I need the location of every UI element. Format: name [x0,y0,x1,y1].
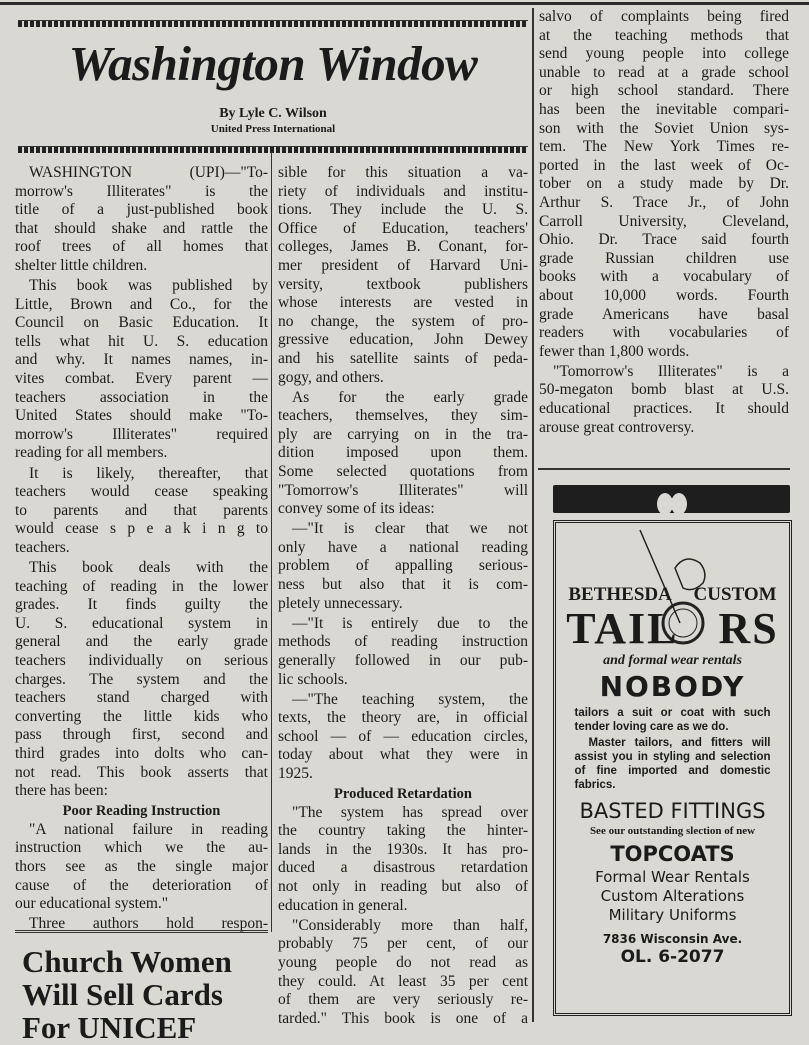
text-line: grade Americans have basal [539,305,789,323]
text-line: "The system has spread over [292,803,528,821]
text-line: converting the little kids who [15,707,268,725]
text-line: 1925. [278,765,313,782]
text-line: no change, the system of pro- [278,312,528,330]
text-line: Arthur S. Trace Jr., of John [539,193,789,211]
text-line: lands in the 1930s. It has pro- [278,840,528,858]
text-line: convey some of its ideas: [278,500,435,518]
text-line: school — of — education circles, [278,727,528,745]
text-line: —"The teaching system, the [292,690,528,708]
text-line: probably 75 per cent, of our [278,935,528,953]
byline: By Lyle C. Wilson [219,106,327,121]
text-line: or high school standard. There [539,82,789,100]
text-line: and his satellite saints of peda- [278,349,528,367]
headline-line-3: For UNICEF [22,1010,197,1045]
paragraph [15,164,268,276]
text-line: reading for all members. [15,444,168,462]
text-line: about 10,000 words. Fourth [539,286,789,304]
subheading: Produced Retardation [334,786,472,803]
subheading: Poor Reading Instruction [62,803,221,820]
text-line: to parents and that parents [15,501,268,519]
paragraph [278,804,528,916]
paragraph [15,277,268,463]
text-line: they could. At least 35 per cent [278,972,528,990]
text-line: son with the Soviet Union sys- [539,119,789,137]
text-line: tem. The New York Times re- [539,138,789,156]
text-line: pletely unnecessary. [278,594,403,612]
ad-see-our: See our outstanding slection of new [589,825,756,837]
text-line: duced a disastrous retardation [278,859,528,877]
text-line: Some selected quotations from [278,463,528,480]
text-line: ply are carrying on in the tra- [278,425,528,443]
text-line: lic schools. [278,670,348,688]
ad-nobody: NOBODY [599,670,746,703]
ad-topcoats: TOPCOATS [610,842,735,866]
text-line: "Tomorrow's Illiterates" is a [553,362,789,380]
text-line: fewer than 1,800 words. [539,342,690,360]
ad-brand-top: BETHESDA CUSTOM [568,584,777,605]
text-line: grades. It finds guilty the [15,596,268,614]
text-line: Little, Brown and Co., for the [15,295,268,313]
paragraph [278,389,528,519]
paragraph [278,691,528,784]
text-line: texts, the theory are, in official [278,709,528,727]
paragraph [15,465,268,558]
text-line: problem of appalling serious- [278,557,528,575]
text-line: at the teaching methods that [539,26,789,44]
text-line: grade Russian children use [539,249,789,267]
text-line: of them are very seriously re- [278,991,528,1009]
text-line: thors see as the single major [15,857,268,875]
text-line: would cease s p e a k i n g to [15,520,268,538]
headline-line-2: Will Sell Cards [22,977,223,1012]
top-rule [0,2,809,5]
text-line: not only in reading but also of [278,878,528,896]
text-line: "Tomorrow's Illiterates" will [278,481,528,499]
ad-basted-fittings: BASTED FITTINGS [579,799,766,823]
text-line: teachers, themselves, they sim- [278,407,528,425]
text-line: "A national failure in reading [29,820,268,838]
column-divider-1 [271,152,272,932]
text-line: United States should make "To- [15,407,268,425]
text-line: vites combat. Every parent — [15,370,268,388]
ad-body-2: Master tailors, and fitters will assist you in styling and selection of fine imported and domestic fabrics. [574,737,771,791]
text-line: books with a vocabulary of [539,268,789,286]
text-line: mer president of Harvard Uni- [278,256,528,274]
text-line: riety of individuals and institu- [278,182,528,200]
wire-service: United Press International [210,123,336,135]
paragraph [278,520,528,613]
text-line: generally followed in our pub- [278,651,528,669]
text-line: our educational system." [15,895,169,913]
ad-service-1: Formal Wear Rentals [595,868,750,886]
ad-service-3: Military Uniforms [608,906,737,924]
text-line: that should shake and rattle the [15,219,268,237]
text-line: 50-megaton bomb blast at U.S. [539,381,789,399]
ad-brand-main-a: TAIL [566,604,679,653]
text-line: As for the early grade [292,388,528,406]
text-line: has been the inevitable compari- [539,100,789,118]
text-line: teachers stand charged with [15,689,268,707]
text-line: gressive education, John Dewey [278,331,528,349]
text-line: colleges, James B. Conant, for- [278,238,528,256]
text-line: methods of reading instruction [278,633,528,651]
text-line: cause of the deterioration of [15,876,268,894]
text-line: and why. It names names, in- [15,351,268,369]
paragraph [15,559,268,801]
text-line: tarded." This book is one of a [278,1009,528,1027]
text-line: teachers individually on serious [15,651,268,669]
column-divider-2 [532,8,534,1022]
text-line: sible for this situation a va- [278,164,528,181]
text-line: Office of Education, teachers' [278,219,528,237]
ornamental-rule-top [18,20,528,27]
text-line: Three authors hold respon- [29,915,268,933]
paragraph [15,821,268,914]
text-line: salvo of complaints being fired [539,8,789,25]
paragraph [278,164,528,387]
text-line: young people do not read as [278,953,528,971]
story-divider [15,930,268,933]
text-line: ported in the last week of Oc- [539,156,789,174]
text-line: arouse great controversy. [539,418,695,436]
text-line: morrow's Illiterates" required [15,425,268,443]
text-line: This book was published by [29,277,268,295]
text-line: pass through first, second and [15,726,268,744]
text-line: there has been: [15,782,108,800]
paragraph [278,917,528,1029]
ad-divider [538,468,790,470]
text-line: Council on Basic Education. It [15,314,268,332]
ad-banner-ornament [553,485,790,513]
ad-phone: OL. 6-2077 [620,947,725,967]
ad-brand-main-b: RS [718,604,779,653]
text-line: readers with vocabularies of [539,324,789,342]
text-line: Carroll University, Cleveland, [539,212,789,230]
paragraph [539,8,789,361]
text-line: teachers. [15,538,70,556]
text-line: instruction which we the au- [15,839,268,857]
ad-service-2: Custom Alterations [600,887,745,905]
text-line: This book deals with the [29,558,268,576]
ad-address: 7836 Wisconsin Ave. [602,932,743,946]
text-line: versity, textbook publishers [278,275,528,293]
ad-content [553,584,792,968]
text-line: educational practices. It should [539,399,789,417]
ad-tagline: and formal wear rentals [603,653,742,668]
text-line: teaching of reading in the lower [15,577,268,595]
paragraph [278,615,528,689]
article-column-3 [539,8,789,439]
article-column-1 [15,164,268,935]
text-line: tions. They include the U. S. [278,201,528,219]
text-line: Ohio. Dr. Trace said fourth [539,231,789,249]
text-line: roof trees of all homes that [15,238,268,256]
text-line: charges. The system and the [15,670,268,688]
paragraph [539,363,789,437]
ad-brand-main [553,606,792,652]
text-line: third grades into dolts who can- [15,744,268,762]
text-line: U. S. educational system in [15,614,268,632]
text-line: teachers association in the [15,388,268,406]
text-line: education in general. [278,896,408,914]
text-line: general and the early grade [15,633,268,651]
ornamental-rule-bottom [18,146,528,153]
text-line: today about what they were in [278,746,528,764]
text-line: tells what hit U. S. education [15,332,268,350]
headline-line-1: Church Women [22,944,232,979]
text-line: shelter little children. [15,256,148,274]
column-title: Washington Window [68,36,478,91]
text-line: whose interests are vested in [278,294,528,312]
text-line: ness but also that it is com- [278,576,528,594]
text-line: gogy, and others. [278,368,384,386]
text-line: WASHINGTON (UPI)—"To- [29,164,268,181]
text-line: unable to read at a grade school [539,63,789,81]
article-column-2 [278,164,528,1030]
text-line: tober on a study made by Dr. [539,175,789,193]
text-line: title of a just-published book [15,201,268,219]
text-line: send young people into college [539,45,789,63]
text-line: only have a national reading [278,538,528,556]
text-line: morrow's Illiterates" is the [15,182,268,200]
text-line: teachers would cease speaking [15,483,268,501]
text-line: —"It is clear that we not [292,520,528,538]
ad-body-1: tailors a suit or coat with such tender loving care as we do. [574,707,771,733]
text-line: —"It is entirely due to the [292,614,528,632]
text-line: the country taking the hinter- [278,822,528,840]
text-line: "Considerably more than half, [292,916,528,934]
text-line: not read. This book asserts that [15,763,268,781]
text-line: It is likely, thereafter, that [29,464,268,482]
text-line: dition imposed upon them. [278,444,528,462]
